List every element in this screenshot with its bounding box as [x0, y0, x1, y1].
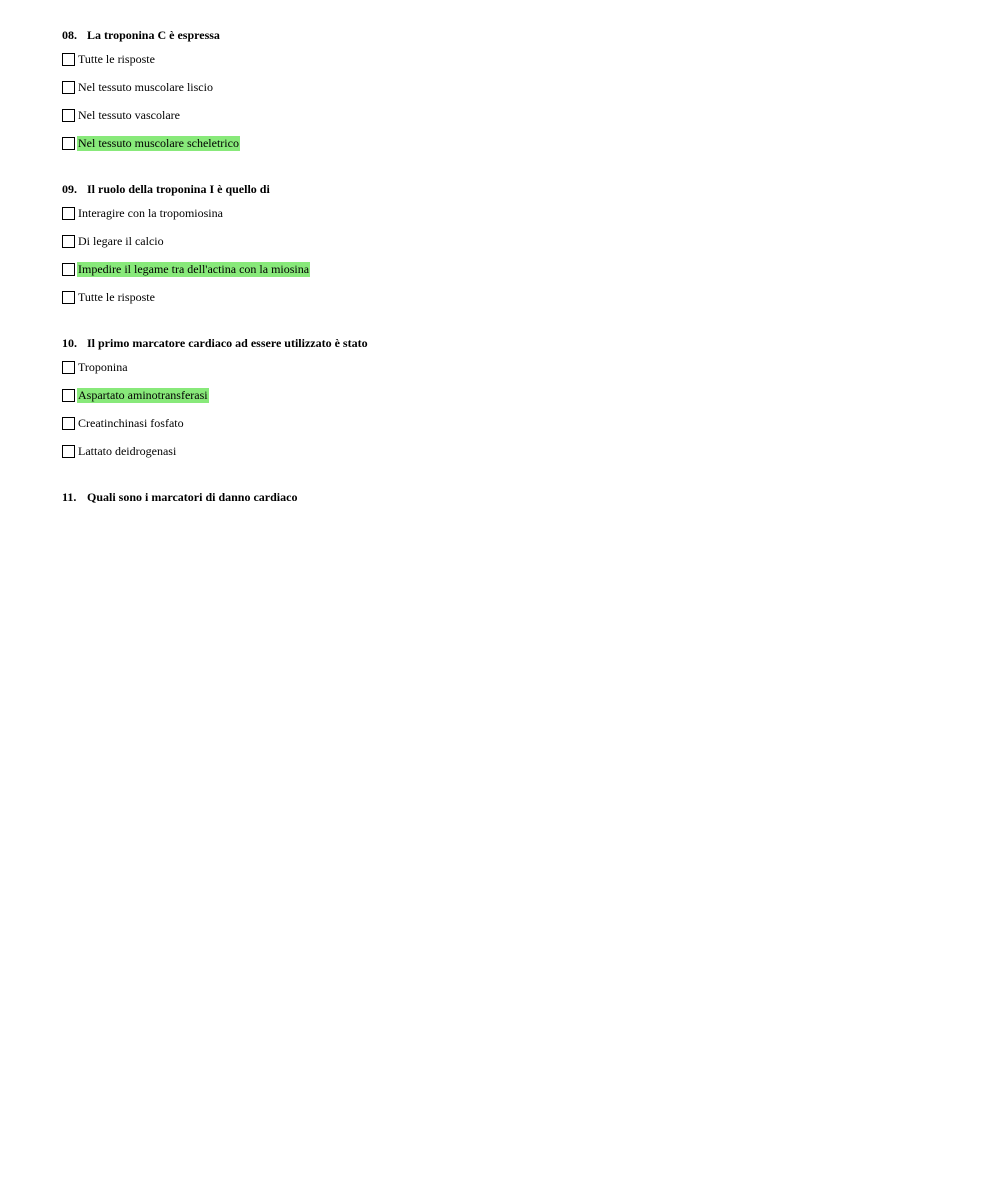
question-text: La troponina C è espressa [87, 28, 220, 42]
question-09 [62, 180, 962, 318]
question-title [62, 180, 962, 198]
answer-label: Troponina [78, 360, 128, 374]
answer-checkbox[interactable] [62, 81, 75, 94]
question-text: Il primo marcatore cardiaco ad essere utilizzato è stato [87, 336, 368, 350]
answer-label: Interagire con la tropomiosina [78, 206, 223, 220]
quiz-page [62, 26, 962, 522]
answer-option[interactable] [62, 52, 962, 80]
answer-checkbox[interactable] [62, 109, 75, 122]
answer-option[interactable] [62, 360, 962, 388]
answer-checkbox[interactable] [62, 445, 75, 458]
answer-label-highlighted: Nel tessuto muscolare scheletrico [78, 136, 239, 150]
answer-option[interactable] [62, 388, 962, 416]
answer-label: Lattato deidrogenasi [78, 444, 177, 458]
answer-checkbox[interactable] [62, 361, 75, 374]
answer-label: Di legare il calcio [78, 234, 164, 248]
question-title [62, 334, 962, 352]
answer-checkbox[interactable] [62, 291, 75, 304]
question-number: 11. [62, 490, 77, 504]
question-11 [62, 488, 962, 506]
answer-label: Nel tessuto vascolare [78, 108, 180, 122]
answer-option[interactable] [62, 234, 962, 262]
answer-option[interactable] [62, 262, 962, 290]
answer-option[interactable] [62, 108, 962, 136]
answer-option[interactable] [62, 416, 962, 444]
question-title [62, 488, 962, 506]
answer-label-highlighted: Impedire il legame tra dell'actina con la miosina [78, 262, 310, 276]
answer-option[interactable] [62, 444, 962, 472]
question-number: 10. [62, 336, 77, 350]
question-title [62, 26, 962, 44]
answer-option[interactable] [62, 290, 962, 318]
question-10 [62, 334, 962, 472]
answer-checkbox[interactable] [62, 417, 75, 430]
answer-checkbox[interactable] [62, 137, 75, 150]
question-number: 09. [62, 182, 77, 196]
answer-label: Tutte le risposte [78, 52, 155, 66]
answer-checkbox[interactable] [62, 53, 75, 66]
answer-label-highlighted: Aspartato aminotransferasi [78, 388, 208, 402]
answer-option[interactable] [62, 136, 962, 164]
answer-checkbox[interactable] [62, 235, 75, 248]
answer-label: Tutte le risposte [78, 290, 155, 304]
answer-checkbox[interactable] [62, 389, 75, 402]
answer-option[interactable] [62, 206, 962, 234]
answer-option[interactable] [62, 80, 962, 108]
answer-label: Creatinchinasi fosfato [78, 416, 184, 430]
question-number: 08. [62, 28, 77, 42]
question-text: Il ruolo della troponina I è quello di [87, 182, 270, 196]
answer-checkbox[interactable] [62, 207, 75, 220]
question-text: Quali sono i marcatori di danno cardiaco [87, 490, 298, 504]
answer-label: Nel tessuto muscolare liscio [78, 80, 213, 94]
question-08 [62, 26, 962, 164]
answer-checkbox[interactable] [62, 263, 75, 276]
